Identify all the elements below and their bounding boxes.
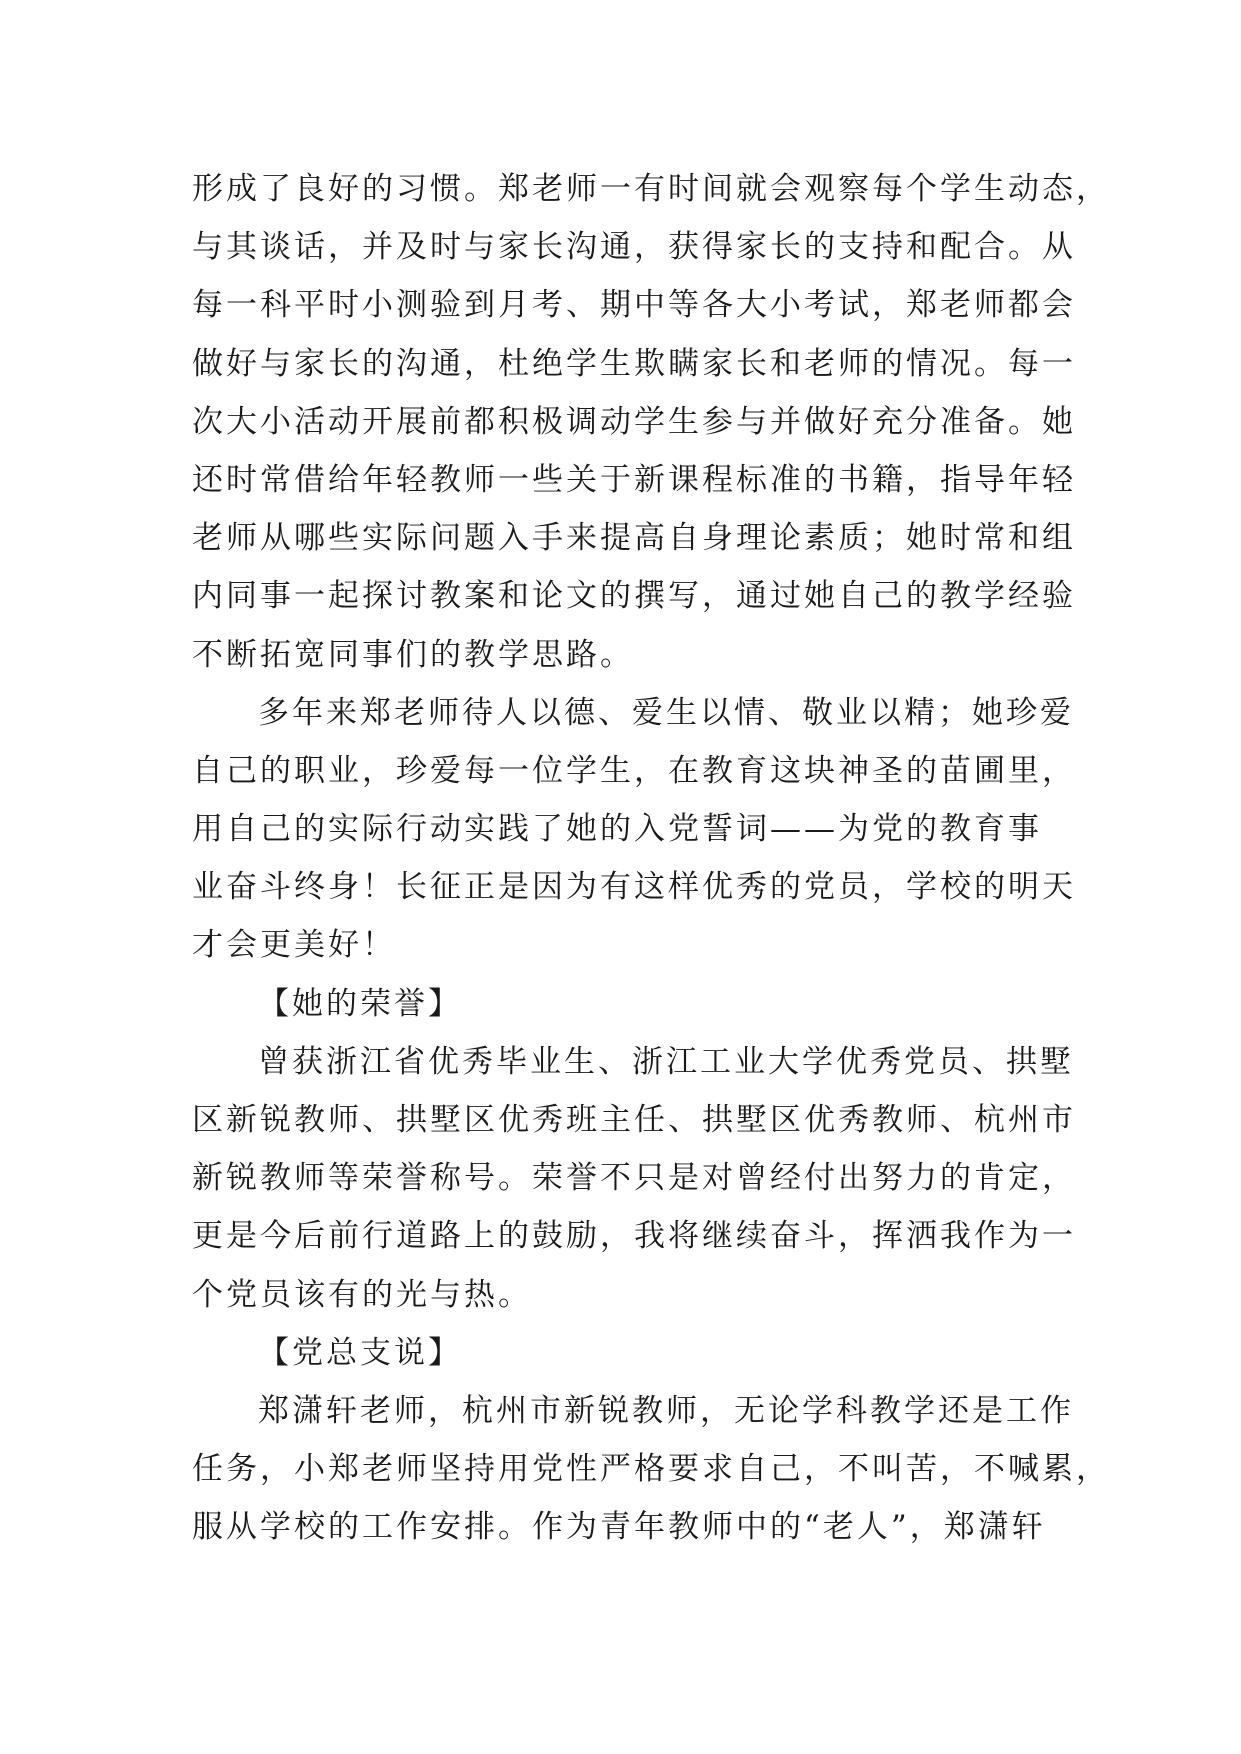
text-line: 多年来郑老师待人以德、爱生以情、敬业以精；她珍爱 xyxy=(258,694,1074,731)
text-line: 任务，小郑老师坚持用党性严格要求自己，不叫苦，不喊累， xyxy=(192,1451,1110,1488)
text-line: 每一科平时小测验到月考、期中等各大小考试，郑老师都会 xyxy=(192,287,1076,324)
text-line: 【她的荣誉】 xyxy=(258,985,462,1022)
text-line: 不断拓宽同事们的教学思路。 xyxy=(192,636,634,673)
text-line: 郑潇轩老师，杭州市新锐教师，无论学科教学还是工作 xyxy=(258,1392,1074,1429)
text-line: 次大小活动开展前都积极调动学生参与并做好充分准备。她 xyxy=(192,403,1076,440)
text-line: 更是今后前行道路上的鼓励，我将继续奋斗，挥洒我作为一 xyxy=(192,1218,1076,1255)
text-line: 老师从哪些实际问题入手来提高自身理论素质；她时常和组 xyxy=(192,520,1076,557)
text-line: 还时常借给年轻教师一些关于新课程标准的书籍，指导年轻 xyxy=(192,461,1076,498)
text-line: 做好与家长的沟通，杜绝学生欺瞒家长和老师的情况。每一 xyxy=(192,345,1076,382)
text-line: 自己的职业，珍爱每一位学生，在教育这块神圣的苗圃里， xyxy=(192,752,1076,789)
text-line: 才会更美好！ xyxy=(192,927,396,964)
text-line: 个党员该有的光与热。 xyxy=(192,1276,532,1313)
body-text xyxy=(192,160,1110,1557)
text-line: 服从学校的工作安排。作为青年教师中的“老人”，郑潇轩 xyxy=(192,1509,1046,1546)
text-line: 与其谈话，并及时与家长沟通，获得家长的支持和配合。从 xyxy=(192,229,1076,266)
text-line: 用自己的实际行动实践了她的入党誓词——为党的教育事 xyxy=(192,811,1042,848)
text-line: 形成了良好的习惯。郑老师一有时间就会观察每个学生动态， xyxy=(192,171,1110,207)
text-line: 新锐教师等荣誉称号。荣誉不只是对曾经付出努力的肯定， xyxy=(192,1160,1076,1197)
text-line: 区新锐教师、拱墅区优秀班主任、拱墅区优秀教师、杭州市 xyxy=(192,1102,1076,1138)
text-line: 【党总支说】 xyxy=(258,1334,462,1371)
text-line: 曾获浙江省优秀毕业生、浙江工业大学优秀党员、拱墅 xyxy=(258,1043,1074,1080)
text-line: 内同事一起探讨教案和论文的撰写，通过她自己的教学经验 xyxy=(192,578,1076,615)
text-line: 业奋斗终身！长征正是因为有这样优秀的党员，学校的明天 xyxy=(192,869,1076,906)
